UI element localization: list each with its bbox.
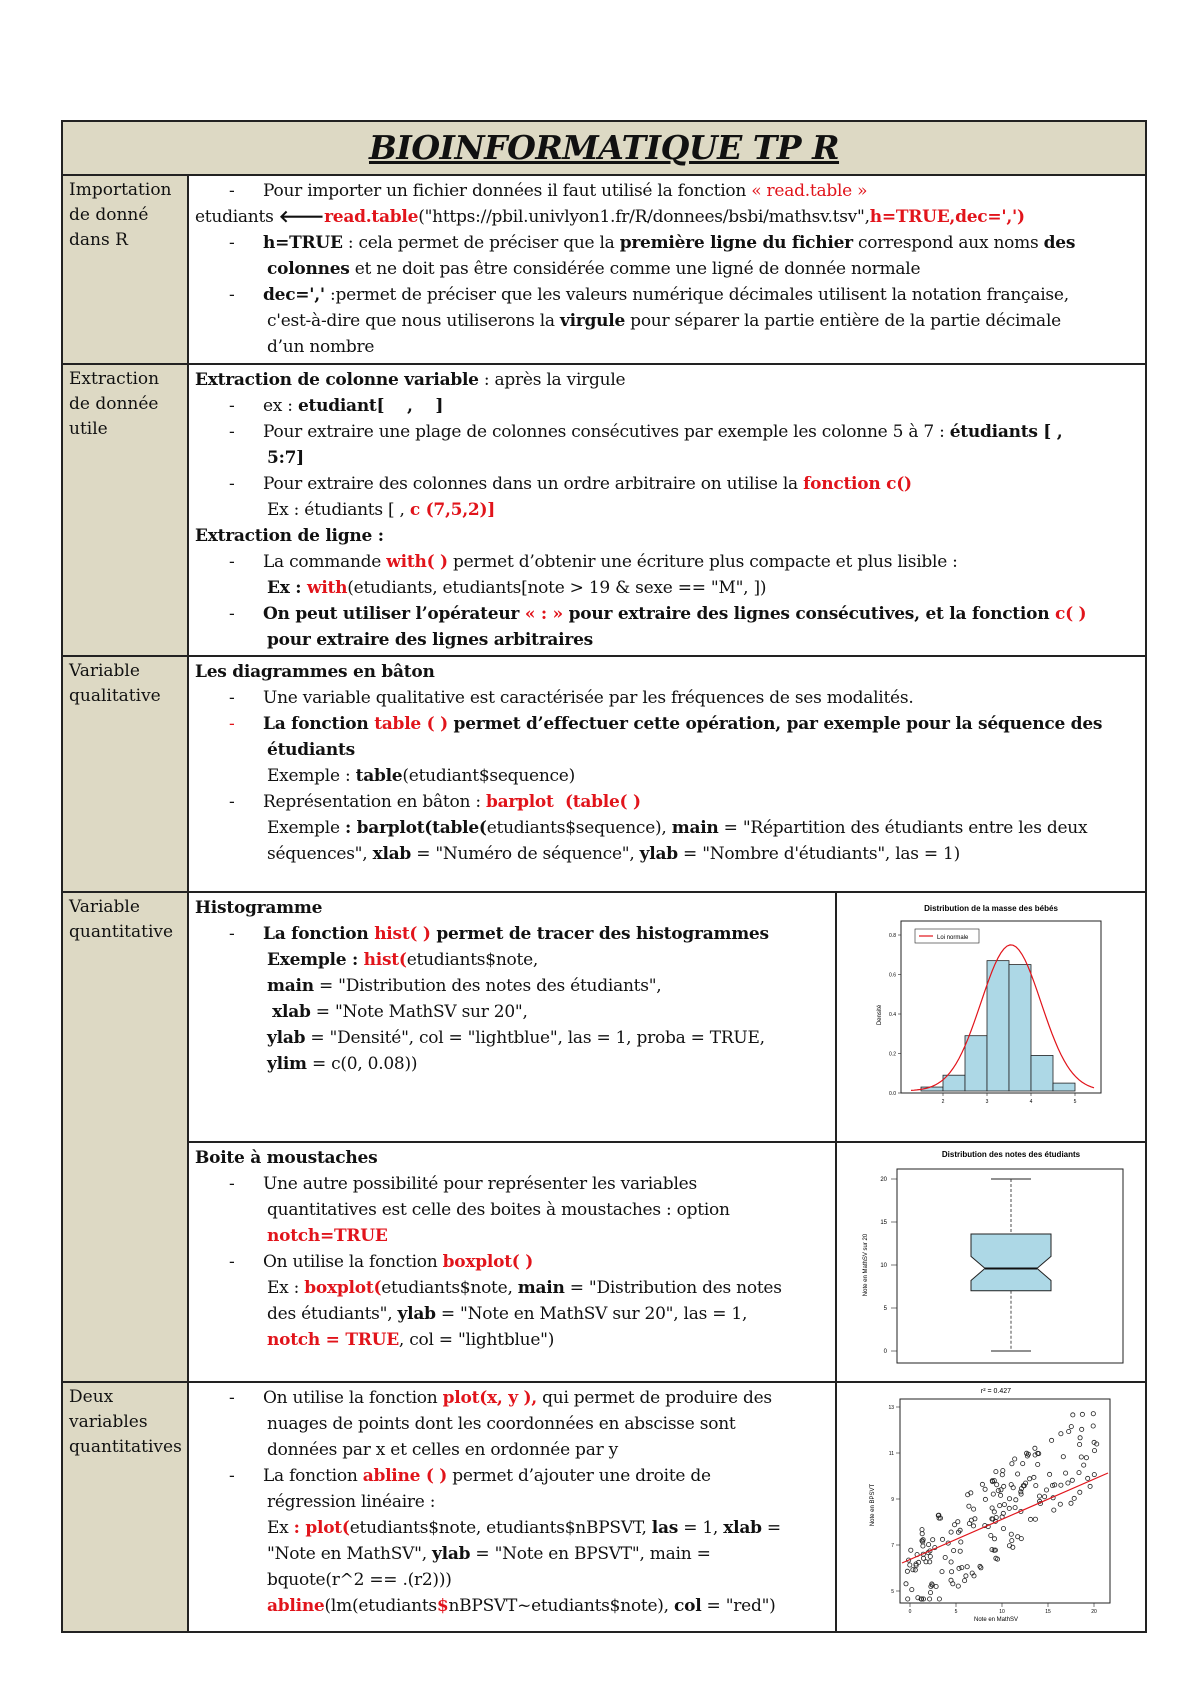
scatter-point — [1021, 1462, 1025, 1466]
histogram-title: Distribution de la masse des bébés — [924, 904, 1058, 913]
extract-line-1: - ex : etudiant[ , ] — [229, 396, 444, 416]
row-import — [62, 175, 1146, 364]
histogram-ytick-label: 0.6 — [889, 972, 896, 979]
scatter-point — [972, 1507, 976, 1511]
scatter-point — [940, 1570, 944, 1574]
row-quantitative-hist — [62, 892, 1146, 1142]
histogram-figure-cell — [836, 892, 1146, 1142]
scatter-point — [983, 1497, 987, 1501]
scatter-point — [904, 1582, 908, 1586]
scatter-point — [978, 1564, 982, 1568]
scatter-point — [1078, 1442, 1082, 1446]
tp-table — [61, 120, 1147, 1633]
boxplot-ytick-label: 0 — [883, 1349, 887, 1355]
scatter-point — [1079, 1455, 1083, 1459]
scatter-point — [905, 1569, 909, 1573]
scatter-point — [1059, 1432, 1063, 1436]
page-title: BIOINFORMATIQUE TP R — [368, 128, 840, 167]
scatter-point — [965, 1565, 969, 1569]
extract-line-5: Ex : étudiants [ , c (7,5,2)] — [267, 500, 496, 520]
qual-line-3: étudiants — [267, 740, 355, 760]
scatter-xtick-label: 15 — [1045, 1609, 1051, 1615]
import-line-6: c'est-à-dire que nous utiliserons la virgule pour séparer la partie entière de la partie décimale — [267, 311, 1061, 331]
scatter-point — [1043, 1495, 1047, 1499]
import-line-2: etudiants 🡐read.table("https://pbil.univlyon1.fr/R/donnees/bsbi/mathsv.tsv",h=TRUE,dec=',') — [195, 207, 1025, 227]
scatter-point — [971, 1524, 975, 1528]
scatter-point — [920, 1528, 924, 1532]
histogram-ytick-label: 0.2 — [889, 1051, 896, 1058]
scatter-xtick-label: 0 — [908, 1609, 912, 1615]
content-import — [188, 175, 1146, 364]
scatter-point — [1092, 1473, 1096, 1477]
scatter-point — [1069, 1501, 1073, 1505]
scatter-point — [928, 1554, 932, 1558]
scatter-point — [1077, 1471, 1081, 1475]
scatter-point — [959, 1540, 963, 1544]
histogram-bar — [965, 1036, 987, 1091]
scatter-point — [920, 1532, 924, 1536]
scatter-point — [928, 1597, 932, 1601]
scatter-point — [1044, 1488, 1048, 1492]
scatter-point — [994, 1470, 998, 1474]
histogram-ylabel: Densité — [877, 1004, 883, 1026]
histogram-bar — [1053, 1083, 1075, 1091]
qual-line-6: Exemple : barplot(table(etudiants$sequence), main = "Répartition des étudiants entre les deux — [267, 818, 1088, 838]
scatter-xlabel: Note en MathSV — [973, 1617, 1019, 1623]
scatter-point — [906, 1597, 910, 1601]
scatter-point — [1034, 1484, 1038, 1488]
scatter-point — [1066, 1481, 1070, 1485]
scatter-ytick-label: 5 — [891, 1589, 894, 1595]
box-line-7: notch = TRUE, col = "lightblue") — [267, 1330, 555, 1350]
qual-line-7: séquences", xlab = "Numéro de séquence", ylab = "Nombre d'étudiants", las = 1) — [267, 844, 960, 864]
scatter-point — [1092, 1449, 1096, 1453]
scatter-point — [967, 1504, 971, 1508]
scatter-point — [998, 1504, 1002, 1508]
scatter-ytick-label: 13 — [888, 1405, 894, 1411]
histogram-xtick-label: 4 — [1029, 1099, 1033, 1105]
scatter-point — [1088, 1484, 1092, 1488]
qual-heading: Les diagrammes en bâton — [195, 662, 435, 682]
boxplot-notched-box — [971, 1234, 1051, 1291]
scatter-point — [1078, 1490, 1082, 1494]
scatter-point — [957, 1566, 961, 1570]
hist-line-2: Exemple : hist(etudiants$note, — [267, 950, 539, 970]
scatter-point — [992, 1510, 996, 1514]
two-line-3: données par x et celles en ordonnée par y — [267, 1440, 618, 1460]
content-extract — [188, 364, 1146, 656]
scatter-point — [953, 1523, 957, 1527]
scatter-point — [1059, 1483, 1063, 1487]
scatter-point — [908, 1563, 912, 1567]
scatter-point — [995, 1483, 999, 1487]
scatter-point — [1072, 1496, 1076, 1500]
scatter-point — [1069, 1425, 1073, 1429]
histogram-bar — [1009, 965, 1031, 1091]
extract-heading-rows: Extraction de ligne : — [195, 526, 384, 546]
scatter-point — [956, 1584, 960, 1588]
extract-line-3: 5:7] — [267, 448, 304, 468]
scatter-point — [1013, 1506, 1017, 1510]
scatter-ylabel: Note en BPSVT — [870, 1483, 876, 1527]
qual-line-2: - La fonction table ( ) permet d’effectuer cette opération, par exemple pour la séquence des — [229, 714, 1103, 734]
boxplot-figure-cell — [836, 1142, 1146, 1382]
extract-line-2: - Pour extraire une plage de colonnes consécutives par exemple les colonne 5 à 7 : étudiants [ , — [229, 422, 1063, 442]
import-line-5: - dec=',' :permet de préciser que les valeurs numérique décimales utilisent la notation française, — [229, 285, 1069, 305]
scatter-point — [1001, 1469, 1005, 1473]
boxplot-ytick-label: 10 — [880, 1263, 887, 1269]
scatter-point — [1007, 1506, 1011, 1510]
scatter-point — [1091, 1424, 1095, 1428]
scatter-point — [1009, 1532, 1013, 1536]
box-line-3: notch=TRUE — [267, 1226, 388, 1246]
boxplot-ytick-label: 20 — [880, 1177, 887, 1183]
boxplot-title: Distribution des notes des étudiants — [941, 1150, 1081, 1159]
two-line-4: - La fonction abline ( ) permet d’ajouter une droite de — [229, 1466, 711, 1486]
scatter-point — [931, 1538, 935, 1542]
scatter-point — [1078, 1436, 1082, 1440]
box-line-2: quantitatives est celle des boites à moustaches : option — [267, 1200, 730, 1220]
scatter-point — [1013, 1457, 1017, 1461]
hist-heading: Histogramme — [195, 898, 323, 918]
scatter-figure-cell — [836, 1382, 1146, 1632]
box-line-4: - On utilise la fonction boxplot( ) — [229, 1252, 534, 1272]
two-line-7: "Note en MathSV", ylab = "Note en BPSVT", main = — [267, 1544, 711, 1564]
two-line-9: abline(lm(etudiants$nBPSVT~etudiants$note), col = "red") — [267, 1596, 776, 1616]
scatter-point — [999, 1493, 1003, 1497]
content-boxplot — [188, 1142, 836, 1382]
hist-line-6: ylim = c(0, 0.08)) — [267, 1054, 418, 1074]
histogram-bar — [987, 961, 1009, 1091]
scatter-point — [1080, 1427, 1084, 1431]
scatter-point — [963, 1579, 967, 1583]
scatter-frame — [900, 1399, 1110, 1603]
content-two-vars — [188, 1382, 836, 1632]
scatter-point — [1007, 1497, 1011, 1501]
histogram-ytick-label: 0.0 — [889, 1091, 896, 1097]
scatter-point — [1033, 1446, 1037, 1450]
scatter-point — [991, 1492, 995, 1496]
import-line-1: - Pour importer un fichier données il faut utilisé la fonction « read.table » — [229, 181, 868, 201]
qual-line-4: Exemple : table(etudiant$sequence) — [267, 766, 575, 786]
scatter-point — [1067, 1429, 1071, 1433]
scatter-point — [1052, 1508, 1056, 1512]
scatter-xtick-label: 20 — [1091, 1609, 1097, 1615]
scatter-point — [992, 1537, 996, 1541]
scatter-ytick-label: 9 — [891, 1497, 894, 1503]
qual-line-1: - Une variable qualitative est caractérisée par les fréquences de ses modalités. — [229, 688, 914, 708]
scatter-point — [1028, 1517, 1032, 1521]
scatter-point — [928, 1591, 932, 1595]
histogram-ytick-label: 0.4 — [889, 1012, 896, 1018]
scatter-point — [1016, 1535, 1020, 1539]
scatter-point — [1033, 1517, 1037, 1521]
scatter-point — [921, 1544, 925, 1548]
histogram-xtick-label: 2 — [941, 1099, 945, 1105]
scatter-point — [1032, 1475, 1036, 1479]
scatter-point — [910, 1588, 914, 1592]
scatter-point — [1091, 1412, 1095, 1416]
box-line-1: - Une autre possibilité pour représenter les variables — [229, 1174, 697, 1194]
scatter-point — [1016, 1472, 1020, 1476]
scatter-point — [1036, 1462, 1040, 1466]
row-qualitative — [62, 656, 1146, 892]
scatter-point — [1037, 1494, 1041, 1498]
extract-line-7: Ex : with(etudiants, etudiants[note > 19 & sexe == "M", ]) — [267, 578, 767, 598]
label-qualitative: Variable qualitative — [62, 656, 188, 892]
two-line-6: Ex : plot(etudiants$note, etudiants$nBPSVT, las = 1, xlab = — [267, 1518, 781, 1538]
content-histogram — [188, 892, 836, 1142]
scatter-point — [949, 1530, 953, 1534]
document-sheet — [61, 120, 1145, 1633]
scatter-point — [999, 1488, 1003, 1492]
scatter-point — [958, 1549, 962, 1553]
scatter-point — [1014, 1498, 1018, 1502]
scatter-point — [989, 1533, 993, 1537]
row-quantitative-box — [62, 1142, 1146, 1382]
arrow-left-icon: 🡐 — [278, 207, 325, 227]
scatter-point — [1001, 1527, 1005, 1531]
two-line-1: - On utilise la fonction plot(x, y ), qui permet de produire des — [229, 1388, 772, 1408]
scatter-point — [960, 1566, 964, 1570]
box-line-6: des étudiants", ylab = "Note en MathSV sur 20", las = 1, — [267, 1304, 748, 1324]
boxplot-ylabel: Note en MathSV sur 20 — [863, 1233, 869, 1297]
scatter-regression-line — [902, 1473, 1108, 1563]
scatter-point — [949, 1578, 953, 1582]
box-line-5: Ex : boxplot(etudiants$note, main = "Distribution des notes — [267, 1278, 782, 1298]
scatter-point — [1010, 1462, 1014, 1466]
label-import: Importation de donné dans R — [62, 175, 188, 364]
import-line-4: colonnes et ne doit pas être considérée comme une ligné de donnée normale — [267, 259, 921, 279]
extract-heading-columns: Extraction de colonne variable : après la virgule — [195, 370, 626, 390]
scatter-figure — [866, 1385, 1116, 1623]
import-line-7: d’un nombre — [267, 337, 375, 357]
scatter-point — [937, 1597, 941, 1601]
scatter-point — [996, 1489, 1000, 1493]
two-line-8: bquote(r^2 == .(r2))) — [267, 1570, 452, 1590]
two-line-5: régression linéaire : — [267, 1492, 436, 1512]
scatter-point — [952, 1549, 956, 1553]
scatter-point — [964, 1574, 968, 1578]
scatter-point — [1009, 1483, 1013, 1487]
box-heading: Boite à moustaches — [195, 1148, 378, 1168]
scatter-point — [1070, 1478, 1074, 1482]
scatter-point — [943, 1555, 947, 1559]
label-two-vars: Deux variables quantitatives — [62, 1382, 188, 1632]
title-cell — [62, 121, 1146, 175]
histogram-bar — [1031, 1055, 1053, 1091]
scatter-title: r² = 0.427 — [980, 1388, 1012, 1395]
scatter-xtick-label: 5 — [954, 1609, 958, 1615]
scatter-ytick-label: 11 — [888, 1451, 894, 1457]
scatter-point — [940, 1537, 944, 1541]
scatter-point — [950, 1570, 954, 1574]
label-quantitative: Variable quantitative — [62, 892, 188, 1382]
scatter-point — [983, 1487, 987, 1491]
scatter-point — [1050, 1438, 1054, 1442]
extract-line-8: - On peut utiliser l’opérateur « : » pour extraire des lignes consécutives, et la fonction c( ) — [229, 604, 1087, 624]
scatter-point — [1061, 1455, 1065, 1459]
scatter-point — [1028, 1477, 1032, 1481]
scatter-ytick-label: 7 — [891, 1543, 894, 1549]
scatter-point — [909, 1548, 913, 1552]
histogram-bar — [943, 1075, 965, 1091]
scatter-point — [1082, 1463, 1086, 1467]
hist-line-4: xlab = "Note MathSV sur 20", — [272, 1002, 528, 1022]
extract-line-4: - Pour extraire des colonnes dans un ordre arbitraire on utilise la fonction c() — [229, 474, 912, 494]
import-line-3: - h=TRUE : cela permet de préciser que la première ligne du fichier correspond aux noms des — [229, 233, 1076, 253]
scatter-point — [1058, 1502, 1062, 1506]
hist-line-1: - La fonction hist( ) permet de tracer des histogrammes — [229, 924, 769, 944]
row-two-vars — [62, 1382, 1146, 1632]
qual-line-5: - Représentation en bâton : barplot (table( ) — [229, 792, 641, 812]
scatter-point — [990, 1506, 994, 1510]
extract-line-6: - La commande with( ) permet d’obtenir une écriture plus compacte et plus lisible : — [229, 552, 958, 572]
scatter-point — [1084, 1456, 1088, 1460]
hist-line-3: main = "Distribution des notes des étudiants", — [267, 976, 662, 996]
scatter-point — [1071, 1413, 1075, 1417]
row-extract — [62, 364, 1146, 656]
boxplot-figure — [851, 1145, 1131, 1371]
two-line-2: nuages de points dont les coordonnées en abscisse sont — [267, 1414, 736, 1434]
histogram-ytick-label: 0.8 — [889, 933, 896, 939]
extract-line-9: pour extraire des lignes arbitraires — [267, 630, 593, 650]
scatter-point — [1080, 1412, 1084, 1416]
histogram-xtick-label: 3 — [985, 1099, 989, 1105]
scatter-point — [1002, 1503, 1006, 1507]
scatter-point — [927, 1543, 931, 1547]
scatter-point — [1000, 1473, 1004, 1477]
scatter-point — [1064, 1471, 1068, 1475]
scatter-xtick-label: 10 — [999, 1609, 1005, 1615]
boxplot-ytick-label: 5 — [883, 1306, 887, 1312]
scatter-point — [1086, 1476, 1090, 1480]
scatter-point — [949, 1560, 953, 1564]
scatter-point — [1010, 1539, 1014, 1543]
label-extract: Extraction de donnée utile — [62, 364, 188, 656]
scatter-point — [1048, 1472, 1052, 1476]
hist-line-5: ylab = "Densité", col = "lightblue", las = 1, proba = TRUE, — [267, 1028, 765, 1048]
histogram-legend-label: Loi normale — [937, 935, 969, 941]
content-qualitative — [188, 656, 1146, 892]
boxplot-ytick-label: 15 — [880, 1220, 887, 1226]
histogram-xtick-label: 5 — [1073, 1099, 1077, 1105]
histogram-figure — [871, 895, 1111, 1115]
scatter-point — [980, 1482, 984, 1486]
